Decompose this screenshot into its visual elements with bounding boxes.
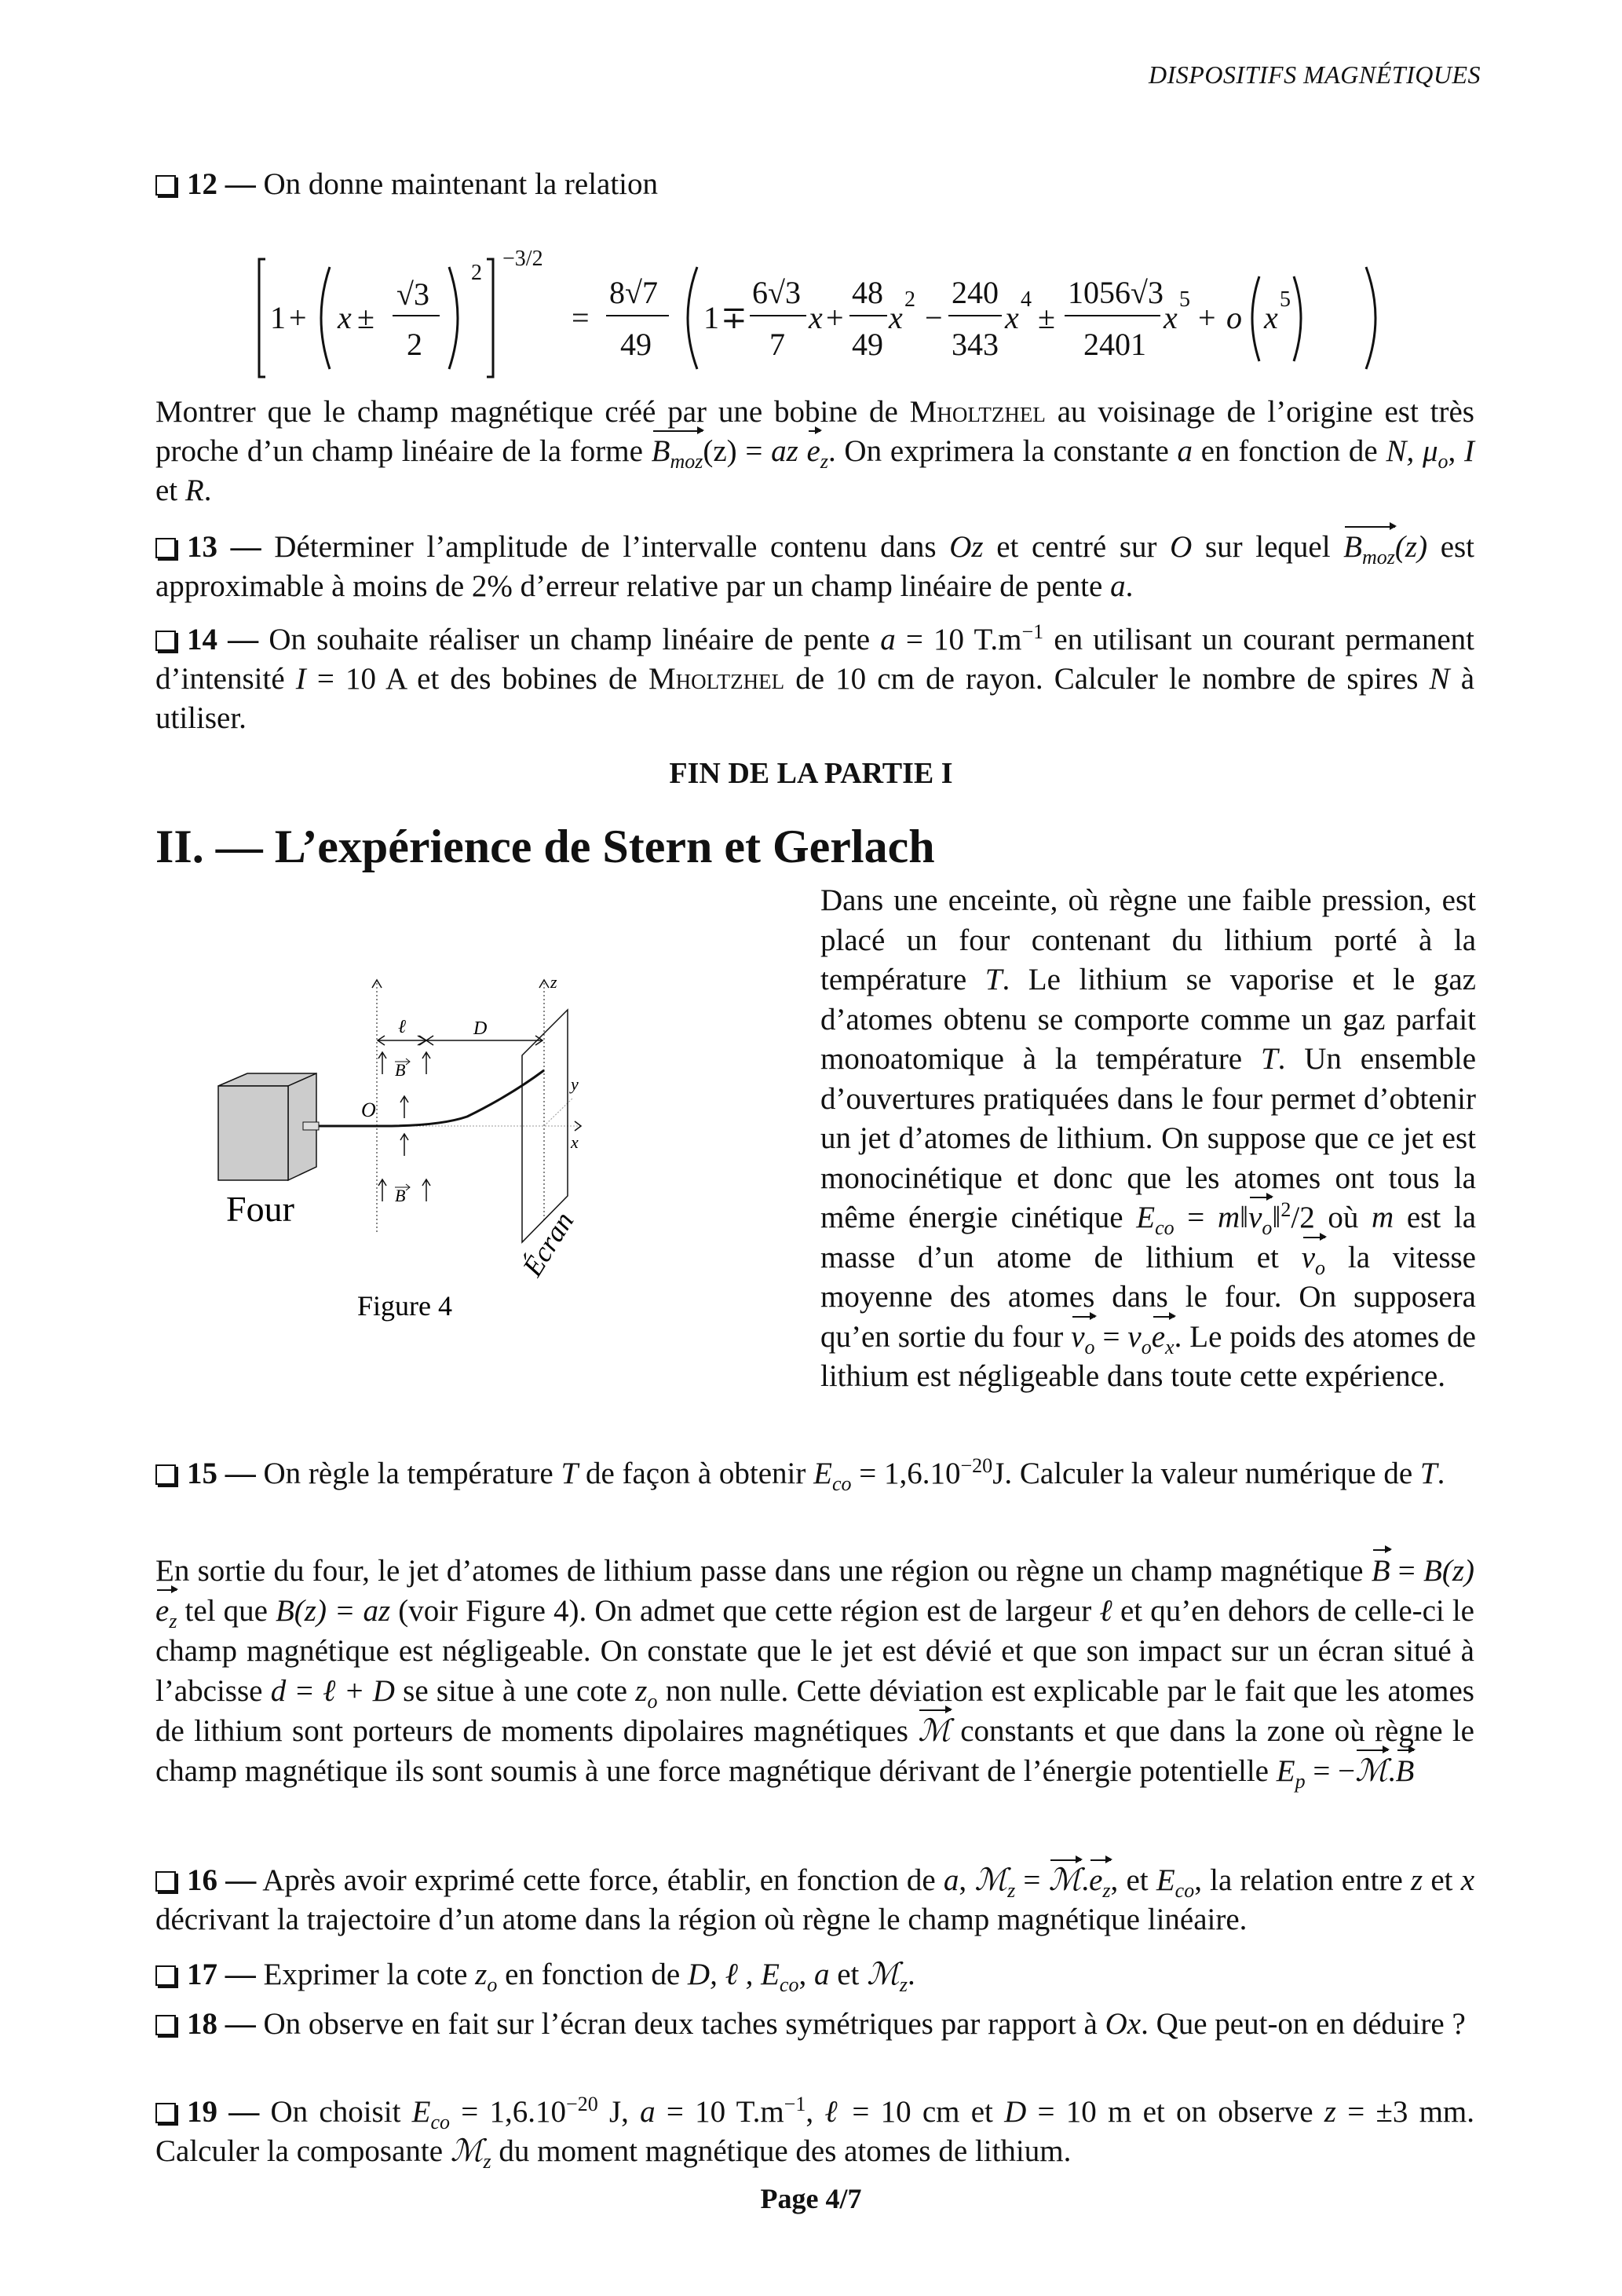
- subscript: z: [820, 449, 828, 473]
- text: et qu’en dehors de celle-ci le champ magnétique est négligeable. On constate que le jet est dévié et que son impact sur un écran situé à l’abcisse: [155, 1594, 1474, 1708]
- question-19: [155, 2093, 1474, 2171]
- text: . On exprimera la constante: [827, 434, 1178, 468]
- z-label: z: [550, 972, 557, 992]
- symbol: a: [1110, 569, 1126, 603]
- symbol: I: [295, 662, 306, 696]
- eq-f4-den: 343: [952, 327, 999, 362]
- text: ,: [1448, 434, 1465, 468]
- text: .: [907, 1958, 915, 1991]
- text: en fonction de: [497, 1958, 688, 1991]
- question-13: [155, 528, 1474, 606]
- subscript: moz: [670, 449, 703, 473]
- text: la vitesse moyenne des atomes dans le four. On supposera qu’en sortie du four: [820, 1240, 1476, 1354]
- left-bracket: [259, 259, 265, 377]
- subscript: z: [899, 1972, 908, 1996]
- text: On règle la température: [263, 1457, 561, 1490]
- question-text: On donne maintenant la relation: [263, 167, 659, 201]
- text: en utilisant un courant permanent d’intensité: [155, 623, 1475, 696]
- eq-f1-num: 6√3: [752, 275, 801, 310]
- text: On observe en fait sur l’écran deux taches symétriques par rapport à: [255, 2007, 1105, 2041]
- figure-caption: Figure 4: [357, 1290, 452, 1322]
- text: Montrer que le champ magnétique créé par une bobine de: [155, 395, 910, 429]
- subscript: co: [430, 2110, 451, 2133]
- text: , la relation entre: [1194, 1863, 1411, 1897]
- symbol: az: [771, 434, 798, 468]
- symbol: e: [155, 1594, 170, 1628]
- eq-o: o: [1226, 300, 1242, 335]
- text: sur lequel: [1192, 530, 1344, 564]
- text: On choisit: [259, 2095, 412, 2129]
- symbol: ℳ: [867, 1958, 900, 1991]
- symbol: B: [1395, 1754, 1415, 1788]
- eq-plus: +: [289, 300, 307, 335]
- text: En sortie du four, le jet d’atomes de lithium passe dans une région ou règne un champ magnétique: [155, 1554, 1372, 1588]
- question-17: [155, 1955, 1474, 1994]
- subscript: p: [1295, 1769, 1306, 1793]
- vector-e: [1152, 1318, 1174, 1358]
- symbol: ℓ: [1099, 1594, 1112, 1628]
- arrow-up-icon: [378, 1052, 386, 1074]
- text: se situe à une cote: [394, 1674, 636, 1708]
- subscript: o: [487, 1972, 498, 1996]
- right-bracket: [487, 259, 493, 377]
- text: est la masse d’un atome de lithium et: [820, 1201, 1476, 1274]
- question-14: [155, 620, 1474, 738]
- symbol: (z): [1441, 1554, 1475, 1588]
- text: à utiliser.: [155, 662, 1475, 735]
- text: = 10 m et on observe: [1026, 2095, 1324, 2129]
- vector-b-moz: [1343, 528, 1395, 567]
- text: .: [1081, 1863, 1090, 1897]
- screen-label: Écran: [516, 1206, 580, 1282]
- text: . Le poids des atomes de lithium est négligeable dans toute cette expérience.: [820, 1319, 1476, 1393]
- checkbox-icon: [155, 2103, 176, 2123]
- eq-x: x: [338, 300, 352, 335]
- origin-label: O: [361, 1099, 376, 1121]
- page-number: Page 4/7: [760, 2183, 862, 2214]
- eq-opow: 5: [1280, 287, 1291, 312]
- question-number: 19 —: [187, 2095, 260, 2129]
- vector-e: [1089, 1861, 1110, 1900]
- person-name: Mholtzhel: [648, 662, 785, 696]
- left-paren: [321, 267, 330, 369]
- eq-exponent: −3/2: [502, 247, 543, 271]
- y-label: y: [571, 1074, 579, 1094]
- eq-coef-den: 49: [620, 327, 652, 362]
- vector-b: [1396, 1751, 1415, 1791]
- symbol: e: [1151, 1319, 1166, 1354]
- experiment-description: [820, 881, 1476, 1397]
- symbol: z: [635, 1674, 648, 1708]
- checkbox-icon: [155, 1965, 176, 1986]
- checkbox-icon: [155, 1464, 176, 1485]
- symbol: a: [943, 1863, 959, 1897]
- oven-label: Four: [226, 1189, 294, 1229]
- question-number: 15 —: [187, 1457, 256, 1490]
- text: du moment magnétique des atomes de lithium.: [491, 2134, 1072, 2168]
- text: /2 où: [1291, 1201, 1372, 1234]
- symbol: B: [1423, 1554, 1442, 1588]
- vector-e: [155, 1591, 177, 1631]
- text: =: [1094, 1319, 1128, 1354]
- symbol: ℳ: [1355, 1754, 1388, 1788]
- subscript: x: [1165, 1335, 1174, 1358]
- symbol: z: [475, 1958, 488, 1991]
- subscript: o: [1315, 1256, 1326, 1279]
- text: est approximable à moins de 2% d’erreur relative par un champ linéaire de pente: [155, 530, 1475, 603]
- text: . Le lithium se vaporise et le gaz d’atomes obtenu se comporte comme un gaz parfait monoatomique à la température: [820, 963, 1476, 1076]
- question-18: [155, 2005, 1474, 2044]
- subscript: o: [647, 1689, 658, 1713]
- text: et centré sur: [983, 530, 1171, 564]
- text: ,: [798, 1958, 814, 1991]
- symbol: E: [761, 1958, 780, 1991]
- symbol: m: [1372, 1201, 1394, 1234]
- symbol: I: [1464, 434, 1475, 468]
- symbol: e: [1089, 1863, 1103, 1897]
- eq-f1-den: 7: [769, 327, 785, 362]
- text: .: [1437, 1457, 1445, 1490]
- eq-mp: ∓: [721, 300, 747, 335]
- B-vector-label: B: [395, 1060, 406, 1080]
- eq-t1: 1: [703, 300, 719, 335]
- x-axis-arrow-icon: [575, 1121, 581, 1131]
- eq-f5-num: 1056√3: [1068, 275, 1164, 310]
- text: non nulle. Cette déviation est explicable par le fait que les atomes de lithium sont porteurs de moments dipolaires magnétiques: [155, 1674, 1474, 1748]
- vector-e: [807, 432, 820, 471]
- checkbox-icon: [155, 538, 176, 558]
- eq-plus-o: +: [1198, 300, 1216, 335]
- text: constants et que dans la zone où règne le champ magnétique ils sont soumis à une force magnétique dérivant de l’énergie potentielle: [155, 1714, 1474, 1788]
- subscript: z: [1102, 1878, 1111, 1902]
- subscript: co: [1174, 1878, 1195, 1902]
- question-number: 14 —: [187, 623, 259, 656]
- symbol: a: [813, 1958, 830, 1991]
- text: Exprimer la cote: [255, 1958, 476, 1991]
- text: décrivant la trajectoire d’un atome dans la région où règne le champ magnétique linéaire.: [155, 1903, 1248, 1936]
- right-paren: [1294, 276, 1301, 361]
- symbol: T: [561, 1457, 579, 1490]
- text: en fonction de: [1192, 434, 1386, 468]
- text: ,: [806, 2095, 825, 2129]
- oven-front-face: [218, 1086, 288, 1180]
- symbol: E: [1156, 1863, 1175, 1897]
- vector-m: [918, 1711, 951, 1751]
- eq-coef-num: 8√7: [609, 275, 658, 310]
- symbol: z: [1324, 2095, 1336, 2129]
- symbol: v: [1248, 1201, 1262, 1234]
- text: =: [1174, 1201, 1218, 1234]
- eq-square: 2: [471, 261, 482, 285]
- checkbox-icon: [155, 631, 176, 651]
- subscript: co: [831, 1472, 852, 1495]
- equation-taylor-expansion: [0, 228, 1622, 385]
- text: au voisinage de l’origine est très proche d’un champ linéaire de la forme: [155, 395, 1474, 468]
- eq-f5-pow: 5: [1179, 287, 1190, 312]
- eq-one: 1: [270, 300, 286, 335]
- symbol: B: [275, 1594, 294, 1628]
- text: = 10 T.m: [895, 623, 1022, 656]
- arrow-up-icon: [422, 1052, 430, 1074]
- text: = 10 T.m: [655, 2095, 784, 2129]
- eq-f5-den: 2401: [1083, 327, 1146, 362]
- symbol: B: [1371, 1554, 1390, 1588]
- symbol: a: [1177, 434, 1193, 468]
- question-16: [155, 1861, 1474, 1940]
- symbol: a: [880, 623, 896, 656]
- text: et: [155, 473, 185, 507]
- x-label: x: [571, 1132, 579, 1152]
- atom-beam-trajectory: [319, 1070, 544, 1126]
- left-paren: [1252, 276, 1259, 361]
- vector-v: [1248, 1198, 1272, 1238]
- B-vector-label: B: [395, 1186, 406, 1205]
- text: .: [1387, 1754, 1396, 1788]
- running-header: DISPOSITIFS MAGNÉTIQUES: [1149, 60, 1481, 89]
- ell-label: ℓ: [398, 1017, 406, 1037]
- symbol: O: [1170, 530, 1193, 564]
- text: Après avoir exprimé cette force, établir, en fonction de: [256, 1863, 944, 1897]
- eq-two: 2: [407, 327, 422, 362]
- right-paren: [449, 267, 458, 369]
- exponent: −20: [566, 2093, 598, 2115]
- symbol: T: [985, 963, 1003, 996]
- exponent: −1: [784, 2093, 806, 2115]
- question-12-body: [155, 393, 1474, 510]
- text: Dans une enceinte, où règne une faible pression, est placé un four contenant du lithium porté à la température: [820, 883, 1476, 996]
- eq-m4: −: [925, 300, 943, 335]
- text: . Que peut-on en déduire ?: [1141, 2007, 1466, 2041]
- section-title: II. — L’expérience de Stern et Gerlach: [155, 821, 935, 872]
- question-number: 18 —: [187, 2007, 256, 2041]
- text: =: [1015, 1863, 1049, 1897]
- question-number: 13 —: [187, 530, 261, 564]
- eq-f2-num: 48: [852, 275, 883, 310]
- vector-m: [1355, 1751, 1388, 1791]
- symbol: z: [1410, 1863, 1423, 1897]
- subscript: co: [779, 1972, 799, 1996]
- eq-equals: =: [572, 300, 590, 335]
- text: de façon à obtenir: [578, 1457, 814, 1490]
- text: .: [203, 473, 212, 507]
- eq-f4-var: x: [1005, 300, 1019, 335]
- text: , et: [1110, 1863, 1156, 1897]
- symbol: az: [363, 1594, 391, 1628]
- symbol: N: [1429, 662, 1450, 696]
- text: = 1,6.10: [851, 1457, 961, 1490]
- vector-v: [1071, 1318, 1094, 1358]
- symbol: ℳ: [974, 1863, 1008, 1897]
- vector-b: [1372, 1551, 1390, 1591]
- text: tel que: [177, 1594, 276, 1628]
- eq-f2-var: x: [889, 300, 903, 335]
- symbol: N, μ: [1386, 434, 1438, 468]
- text: Déterminer l’amplitude de l’intervalle contenu dans: [274, 530, 950, 564]
- text: = 1,6.10: [450, 2095, 567, 2129]
- symbol: Oz: [949, 530, 984, 564]
- symbol: ℳ: [918, 1714, 951, 1748]
- text: et: [1423, 1863, 1461, 1897]
- D-label: D: [473, 1018, 488, 1039]
- figure-4-stern-gerlach: [204, 942, 801, 1382]
- text: J. Calculer la valeur numérique de: [992, 1457, 1420, 1490]
- symbol: v: [1071, 1319, 1085, 1354]
- question-15: [155, 1454, 1474, 1493]
- text: = 10 cm et: [841, 2095, 1005, 2129]
- symbol: ℓ: [824, 2095, 842, 2129]
- eq-f4-num: 240: [952, 275, 999, 310]
- arrow-up-icon: [400, 1096, 408, 1118]
- symbol: B: [1343, 530, 1362, 564]
- text: On souhaite réaliser un champ linéaire de pente: [258, 623, 881, 656]
- y-axis: [544, 1098, 573, 1126]
- vector-m: [1049, 1861, 1082, 1900]
- text: de 10 cm de rayon. Calculer le nombre de spires: [784, 662, 1430, 696]
- text: ,: [959, 1863, 975, 1897]
- exponent: −1: [1021, 620, 1044, 643]
- vector-b-moz: [652, 432, 703, 471]
- symbol: B: [651, 434, 670, 468]
- exponent: 2: [1280, 1198, 1291, 1221]
- oven-nozzle: [303, 1122, 319, 1130]
- text: = ±3 mm. Calculer la composante: [155, 2095, 1475, 2168]
- person-name: Mholtzhel: [909, 395, 1046, 429]
- symbol: E: [411, 2095, 431, 2129]
- eq-f2-pow: 2: [904, 287, 915, 312]
- magnetic-region-paragraph: [155, 1551, 1474, 1791]
- symbol: e: [806, 434, 820, 468]
- checkbox-icon: [155, 2015, 176, 2035]
- vector-v: [1302, 1238, 1325, 1278]
- text: =: [1390, 1554, 1424, 1588]
- eq-pm5: ±: [1038, 300, 1055, 335]
- subscript: z: [1007, 1878, 1016, 1902]
- symbol: T: [1419, 1457, 1438, 1490]
- checkbox-icon: [155, 1871, 176, 1892]
- eq-sqrt3: √3: [396, 276, 429, 312]
- arrow-up-icon: [400, 1134, 408, 1156]
- text: (voir Figure 4). On admet que cette région est de largeur: [390, 1594, 1100, 1628]
- symbol: T: [1260, 1042, 1278, 1076]
- end-of-part-label: FIN DE LA PARTIE I: [669, 757, 953, 790]
- subscript: o: [1438, 449, 1448, 473]
- arrow-up-icon: [422, 1179, 430, 1201]
- text: ‖: [1240, 1201, 1249, 1234]
- subscript: o: [1141, 1335, 1152, 1358]
- question-number: 17 —: [187, 1958, 256, 1991]
- symbol: E: [813, 1457, 832, 1490]
- text: . Un ensemble d’ouvertures pratiquées dans le four permet d’obtenir un jet d’atomes de lithium. On suppose que ce jet est monocinétique et donc que les atomes ont tous la même énergie cinétique: [820, 1042, 1477, 1234]
- arrow-up-icon: [378, 1179, 386, 1201]
- symbol: (z) =: [294, 1594, 363, 1628]
- symbol: m: [1217, 1201, 1240, 1234]
- symbol: d = ℓ + D: [270, 1674, 395, 1708]
- subscript: z: [169, 1609, 177, 1632]
- eq-p2: +: [826, 300, 844, 335]
- symbol: v: [1301, 1240, 1316, 1274]
- subscript: o: [1084, 1335, 1095, 1358]
- eq-f4-pow: 4: [1021, 287, 1032, 312]
- text: ‖: [1272, 1201, 1281, 1234]
- checkbox-icon: [155, 175, 176, 196]
- symbol: E: [1136, 1201, 1156, 1234]
- text: et: [829, 1958, 868, 1991]
- subscript: moz: [1362, 545, 1395, 569]
- eq-f5-var: x: [1164, 300, 1178, 335]
- symbol: Ox: [1105, 2007, 1142, 2041]
- subscript: co: [1155, 1216, 1174, 1239]
- right-paren: [1366, 267, 1375, 369]
- text: .: [1125, 569, 1134, 603]
- question-12: [155, 165, 1474, 204]
- symbol: x: [1460, 1863, 1474, 1897]
- eq-ox: x: [1264, 300, 1278, 335]
- subscript: o: [1262, 1216, 1273, 1239]
- question-number: 12 —: [187, 167, 256, 201]
- symbol: ℳ: [1048, 1863, 1082, 1897]
- subscript: z: [483, 2149, 491, 2173]
- symbol: D: [1004, 2095, 1027, 2129]
- symbol: a: [640, 2095, 656, 2129]
- question-number: 16 —: [187, 1863, 257, 1897]
- text: J,: [597, 2095, 641, 2129]
- symbol: v: [1127, 1319, 1142, 1354]
- text: = −: [1305, 1754, 1356, 1788]
- symbol: D, ℓ ,: [687, 1958, 762, 1991]
- symbol: R: [184, 473, 204, 507]
- symbol: (z): [1394, 530, 1428, 564]
- eq-pm: ±: [357, 300, 374, 335]
- left-paren: [688, 267, 697, 369]
- text: = 10 A et des bobines de: [305, 662, 648, 696]
- symbol: ℳ: [450, 2134, 484, 2168]
- symbol: E: [1276, 1754, 1295, 1788]
- text: (z) =: [703, 434, 772, 468]
- eq-f1-var: x: [809, 300, 823, 335]
- eq-f2-den: 49: [852, 327, 883, 362]
- exponent: −20: [960, 1454, 993, 1477]
